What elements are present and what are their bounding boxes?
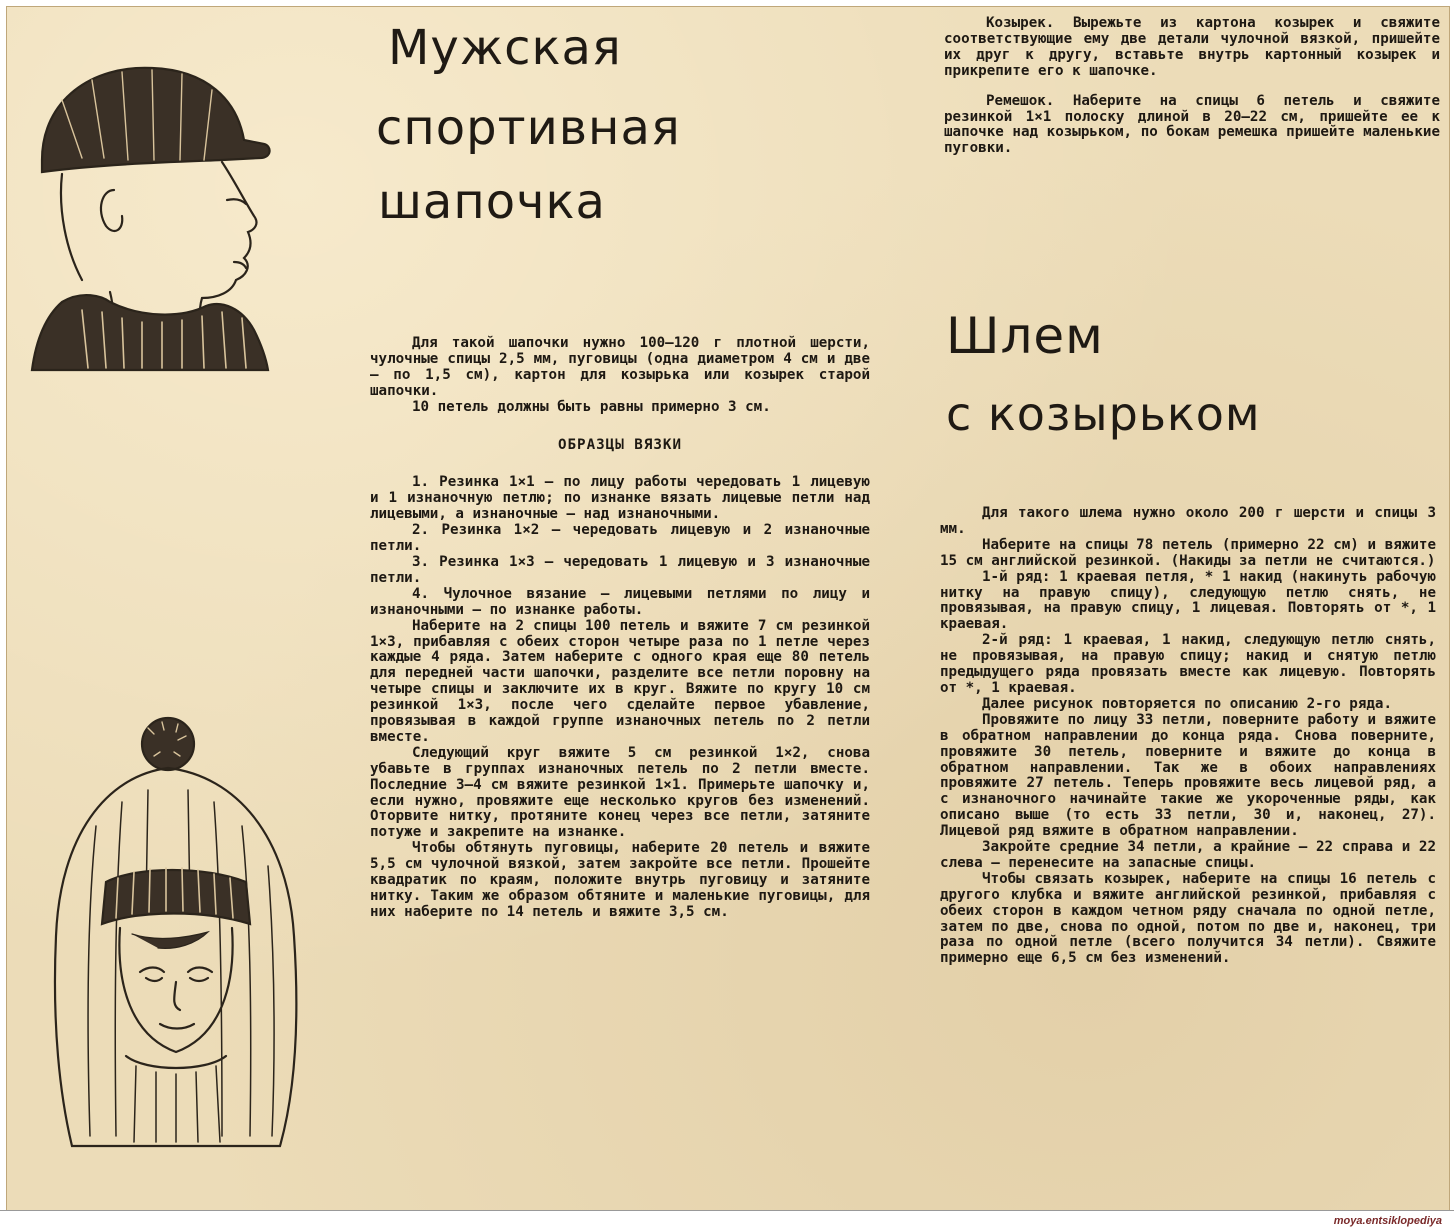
source-watermark: moya.entsiklopediya (1333, 1215, 1442, 1227)
article1-title-line1: Мужская (388, 20, 622, 76)
woman-in-helmet-illustration (36, 706, 326, 1176)
article1-paragraph: 2. Резинка 1×2 — чередовать лицевую и 2 изнаночные петли. (370, 522, 870, 555)
article2-paragraph: 1-й ряд: 1 краевая петля, * 1 накид (накинуть рабочую нитку на правую спицу), следующую петлю снять, не провязывая, на правую спицу, 1 лицевая. Повторять от *, 1 краевая. (940, 568, 1436, 633)
article1-paragraph: 4. Чулочное вязание — лицевыми петлями по лицу и изнаночными — по изнанке работы. (370, 585, 870, 618)
article2-title-line1: Шлем (946, 307, 1104, 365)
article2-paragraph: Чтобы связать козырек, наберите на спицы 16 петель с другого клубка и вяжите английской резинкой, прибавляя с обеих сторон в каждом четном ряду сначала по одной петле, затем по две, снова по одной, потом по две и, наконец, три раза по одной петле (всего получится 34 петли). Свяжите примерно еще 6,5 см без изменений. (940, 870, 1436, 967)
article1-paragraph: 3. Резинка 1×3 — чередовать 1 лицевую и 3 изнаночные петли. (370, 553, 870, 586)
article2-paragraph: 2-й ряд: 1 краевая, 1 накид, следующую петлю снять, не провязывая, на правую спицу; накид и снятую петлю предыдущего ряда провязать вместе как лицевую. Повторять от *, 1 краевая. (940, 632, 1436, 696)
article2-paragraph: Провяжите по лицу 33 петли, поверните работу и вяжите в обратном направлении до конца ряда. Снова поверните, провяжите 30 петель, поверните и вяжите до конца в обратном направлении. Так же в обоих направлениях провяжите 27 петель. Теперь провяжите весь лицевой ряд, а с изнаночного начинайте такие же укороченные ряды, как описано выше (то есть 33 петли, 30 и, наконец, 27). Лицевой ряд вяжите в обратном направлении. (940, 711, 1436, 840)
article2-paragraph: Наберите на спицы 78 петель (примерно 22 см) и вяжите 15 см английской резинкой. (Накиды за петли не считаются.) (940, 536, 1436, 569)
article2-title-line2: с козырьком (946, 387, 1261, 441)
bottom-frame-line (0, 1210, 1454, 1211)
article1-gauge: 10 петель должны быть равны примерно 3 см. (412, 398, 771, 415)
newspaper-page (6, 6, 1450, 1211)
visor-paragraph: Козырек. Вырежьте из картона козырек и свяжите соответствующие ему две детали чулочной вязкой, пришейте их друг к другу, вставьте внутрь картонный козырек и прикрепите его к шапочке. (944, 15, 1440, 79)
article1-paragraph: Следующий круг вяжите 5 см резинкой 1×2, снова убавьте в группах изнаночных петель по 2 петли вместе. Последние 3—4 см вяжите резинкой 1×1. Примерьте шапочку и, если нужно, провяжите еще несколько кругов без изменений. Оторвите нитку, протяните конец через все петли, затяните потуже и закрепите на изнанке. (370, 744, 870, 841)
article1-paragraph: Наберите на 2 спицы 100 петель и вяжите 7 см резинкой 1×3, прибавляя с обеих сторон четыре раза по 1 петле через каждые 4 ряда. Затем наберите с одного края еще 80 петель для передней части шапочки, разделите все петли поровну на четыре спицы и заключите их в круг. Вяжите по кругу 10 см резинкой 1×3, после чего сделайте первое убавление, провязывая в каждой группе изнаночных петель по 2 петли вместе. (370, 617, 870, 745)
article1-paragraph: 1. Резинка 1×1 — по лицу работы чередовать 1 лицевую и 1 изнаночную петлю; по изнанке вязать лицевые петли над лицевыми, а изнаночные — над изнаночными. (370, 474, 870, 523)
article2-paragraph: Далее рисунок повторяется по описанию 2-го ряда. (982, 695, 1392, 712)
samples-heading: ОБРАЗЦЫ ВЯЗКИ (557, 436, 683, 453)
man-in-cap-illustration (22, 40, 282, 380)
article2-paragraph: Для такого шлема нужно около 200 г шерсти и спицы 3 мм. (940, 505, 1436, 537)
article1-paragraph: Чтобы обтянуть пуговицы, наберите 20 петель и вяжите 5,5 см чулочной вязкой, затем закройте все петли. Прошейте квадратик по краям, положите внутрь пуговицу и затяните нитку. Таким же образом обтяните и маленькие пуговицы, для них наберите по 14 петель и вяжите 3,5 см. (370, 840, 870, 920)
strap-paragraph: Ремешок. Наберите на спицы 6 петель и свяжите резинкой 1×1 полоску длиной в 20—22 см, пришейте ее к шапочке над козырьком, по бокам ремешка пришейте маленькие пуговки. (944, 92, 1440, 157)
article1-continuation (944, 16, 1440, 157)
article2-column (940, 506, 1436, 967)
article1-materials: Для такой шапочки нужно 100—120 г плотной шерсти, чулочные спицы 2,5 мм, пуговицы (одна диаметром 4 см и две — по 1,5 см), картон для козырька или козырек старой шапочки. (370, 335, 870, 399)
article1-column (370, 336, 870, 921)
article2-paragraph: Закройте средние 34 петли, а крайние — 22 справа и 22 слева — перенесите на запасные спицы. (940, 839, 1436, 871)
article1-title-line2: спортивная (376, 100, 681, 156)
article1-title-line3: шапочка (378, 174, 606, 230)
